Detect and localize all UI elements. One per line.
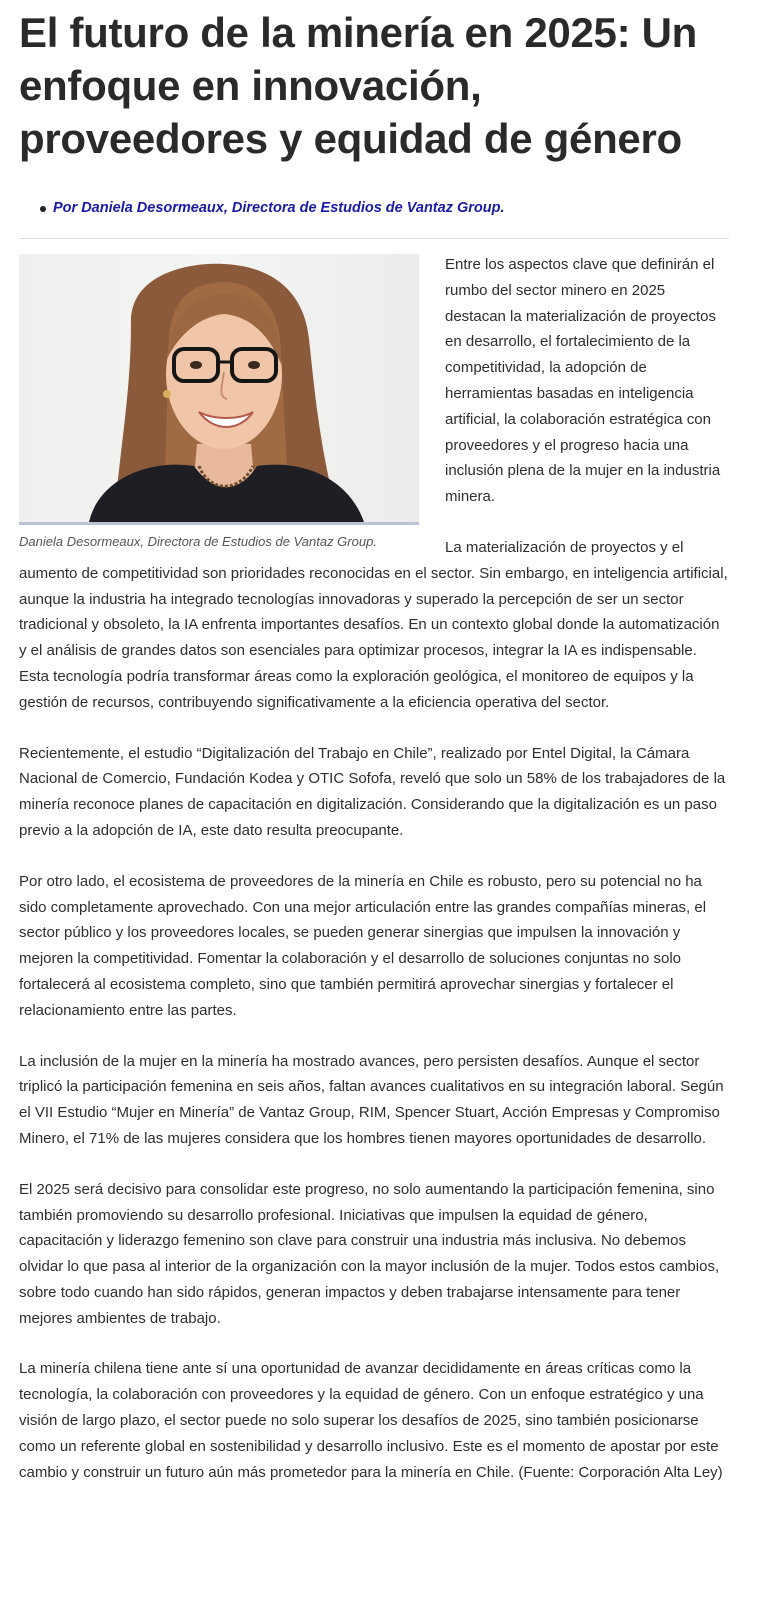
author-photo [19, 254, 419, 525]
paragraph-6: El 2025 será decisivo para consolidar este progreso, no solo aumentando la participación femenina, sino también promoviendo su desarrollo profesional. Iniciativas que impulsen la equidad de género, capacitación y liderazgo femenino son clave para construir una industria más inclusiva. No debemos olvidar lo que pasa al interior de la organización con la mayor inclusión de la mujer. Todos estos cambios, sobre todo cuando han sido rápidos, generan impactos y deben trabajarse intensamente para tener mejores ambientes de trabajo. [19, 1180, 720, 1327]
photo-caption: Daniela Desormeaux, Directora de Estudios de Vantaz Group. [19, 534, 377, 549]
article-title: El futuro de la minería en 2025: Un enfoque en innovación, proveedores y equidad de género [19, 9, 698, 162]
article-body [19, 252, 729, 1510]
article [19, 0, 729, 1481]
divider [19, 238, 729, 239]
byline-list [19, 200, 505, 216]
paragraph-5: La inclusión de la mujer en la minería ha mostrado avances, pero persisten desafíos. Aunque el sector triplicó la participación femenina en seis años, faltan avances cualitativos en su integración laboral. Según el VII Estudio “Mujer en Minería” de Vantaz Group, RIM, Spencer Stuart, Acción Empresas y Compromiso Minero, el 71% de las mujeres considera que los hombres tienen mayores oportunidades de desarrollo. [19, 1052, 724, 1147]
paragraph-4: Por otro lado, el ecosistema de proveedores de la minería en Chile es robusto, pero su potencial no ha sido completamente aprovechado. Con una mejor articulación entre las grandes compañías mineras, el sector público y los proveedores locales, se pueden generar sinergias que impulsen la innovación y mejoren la competitividad. Fomentar la colaboración y el desarrollo de soluciones conjuntas no solo fortalecerá al ecosistema completo, sino que también permitirá aprovechar sinergias y fortalecer el relacionamiento entre las partes. [19, 872, 707, 1019]
paragraph-1: Entre los aspectos clave que definirán el rumbo del sector minero en 2025 destacan la materialización de proyectos en desarrollo, el fortalecimiento de la competitividad, la adopción de herramientas basadas en inteligencia artificial, la colaboración estratégica con proveedores y el progreso hacia una inclusión plena de la mujer en la industria minera. [445, 256, 721, 506]
portrait-illustration [19, 254, 419, 522]
byline-author: Por Daniela Desormeaux, Directora de Estudios de Vantaz Group. [53, 200, 505, 216]
author-figure [19, 254, 419, 551]
paragraph-3: Recientemente, el estudio “Digitalización del Trabajo en Chile”, realizado por Entel Digital, la Cámara Nacional de Comercio, Fundación Kodea y OTIC Sofofa, reveló que solo un 58% de los trabajadores de la minería reconoce planes de capacitación en digitalización. Considerando que la digitalización es un paso previo a la adopción de IA, este dato resulta preocupante. [19, 744, 726, 839]
paragraph-2: La materialización de proyectos y el aumento de competitividad son prioridades reconocidas en el sector. Sin embargo, en inteligencia artificial, aunque la industria ha integrado tecnologías innovadoras y superado la percepción de ser un sector tradicional y obsoleto, la IA enfrenta importantes desafíos. En un contexto global donde la automatización y el análisis de grandes datos son esenciales para optimizar procesos, integrar la IA es indispensable. Esta tecnología podría transformar áreas como la exploración geológica, el monitoreo de equipos y la gestión de recursos, contribuyendo significativamente a la eficiencia operativa del sector. [19, 538, 728, 711]
paragraph-7: La minería chilena tiene ante sí una oportunidad de avanzar decididamente en áreas críticas como la tecnología, la colaboración con proveedores y la equidad de género. Con un enfoque estratégico y una visión de largo plazo, el sector puede no solo superar los desafíos de 2025, sino también posicionarse como un referente global en sostenibilidad y desarrollo inclusivo. Este es el momento de apostar por este cambio y construir un futuro aún más prometedor para la minería en Chile. (Fuente: Corporación Alta Ley) [19, 1360, 723, 1481]
